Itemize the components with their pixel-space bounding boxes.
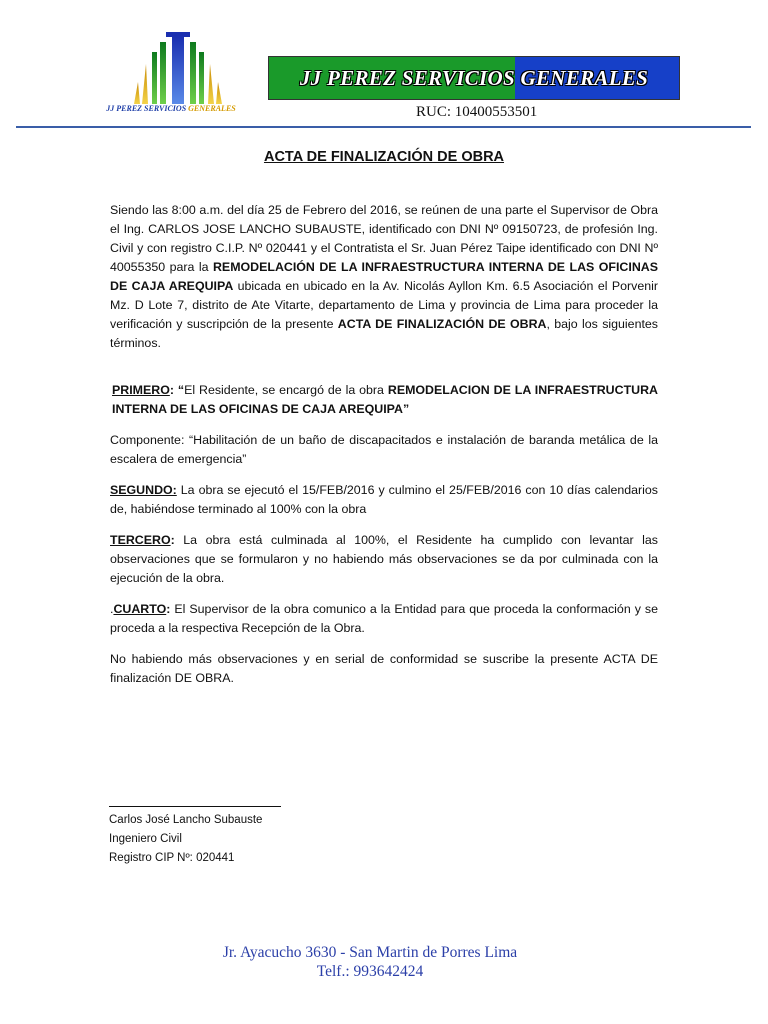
signature-line [109, 806, 281, 807]
company-name: JJ PEREZ SERVICIOS GENERALES [299, 65, 649, 90]
footer-address: Jr. Ayacucho 3630 - San Martin de Porres Lima [222, 944, 518, 961]
footer-phone: Telf.: 993642424 [316, 963, 424, 980]
signer-name: Carlos José Lancho Subauste [109, 814, 263, 826]
clause-label: PRIMERO [112, 383, 170, 397]
clause-label: TERCERO [110, 533, 171, 547]
clause-cuarto: .CUARTO: El Supervisor de la obra comunico a la Entidad para que proceda la conformación y se proceda a la respectiva Recepción de la Obra. [110, 602, 658, 635]
intro-paragraph: Siendo las 8:00 a.m. del día 25 de Febrero del 2016, se reúnen de una parte el Supervisor de Obra el Ing. CARLOS JOSE LANCHO SUBAUSTE, identificado con DNI Nº 09150723, de profesión Ing. Civil y con registro C.I.P. Nº 020441 y el Contratista el Sr. Juan Pérez Taipe identificado con DNI Nº 40055350 para la REMODELACIÓN DE LA INFRAESTRUCTURA INTERNA DE LAS OFICINAS DE CAJA AREQUIPA ubicada en ubicado en la Av. Nicolás Ayllon Km. 6.5 Asociación el Porvenir Mz. D Lote 7, distrito de Ate Vitarte, departamento de Lima y provincia de Lima para proceder la verificación y suscripción de la presente ACTA DE FINALIZACIÓN DE OBRA, bajo los siguientes términos. [110, 203, 658, 350]
company-name-banner [268, 56, 680, 100]
signer-role: Ingeniero Civil [109, 833, 182, 845]
logo-caption: JJ PEREZ SERVICIOS GENERALES [106, 104, 236, 113]
document-body [110, 201, 658, 688]
clause-label: CUARTO [113, 602, 167, 616]
clause-tercero: TERCERO: La obra está culminada al 100%, el Residente ha cumplido con levantar las observaciones que se formularon y no habiendo más observaciones se da por culminada con la ejecución de la obra. [110, 533, 658, 585]
document-title: ACTA DE FINALIZACIÓN DE OBRA [263, 149, 505, 165]
header-divider [16, 126, 751, 128]
closing-paragraph: No habiendo más observaciones y en serial de conformidad se suscribe la presente ACTA DE finalización DE OBRA. [110, 652, 658, 685]
ruc-number: RUC: 10400553501 [416, 104, 538, 120]
clause-label: SEGUNDO: [110, 483, 177, 497]
clause-segundo: SEGUNDO: La obra se ejecutó el 15/FEB/2016 y culmino el 25/FEB/2016 con 10 días calendarios de, habiéndose terminado al 100% con la obra [110, 483, 658, 516]
signature-block [109, 811, 262, 868]
clause-primero: PRIMERO: “El Residente, se encargó de la obra REMODELACION DE LA INFRAESTRUCTURA INTERNA DE LAS OFICINAS DE CAJA AREQUIPA” [112, 383, 658, 416]
signer-registry: Registro CIP Nº: 020441 [109, 852, 235, 864]
component-paragraph: Componente: “Habilitación de un baño de discapacitados e instalación de baranda metálica de la escalera de emergencia” [110, 433, 658, 466]
footer [0, 943, 740, 981]
